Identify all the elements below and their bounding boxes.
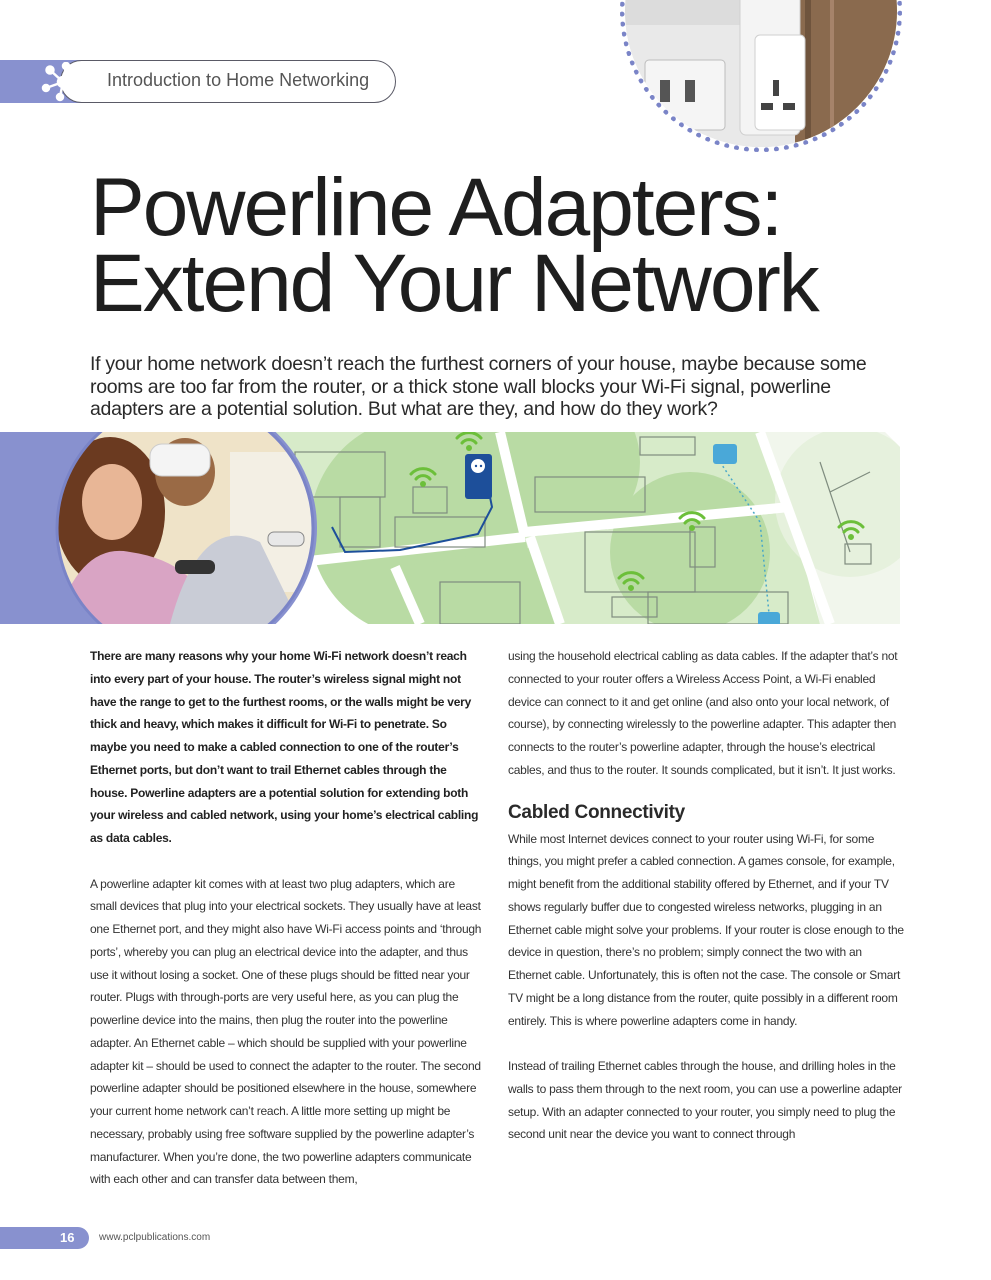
network-icon (38, 62, 88, 102)
article-column-left (90, 645, 482, 1214)
footer-url[interactable]: www.pclpublications.com (99, 1232, 211, 1243)
section-tab (0, 60, 396, 103)
floor-plan (270, 432, 925, 624)
page-number-badge (0, 1227, 89, 1249)
page-title (90, 162, 818, 329)
intro-paragraph: There are many reasons why your home Wi-Fi network doesn’t reach into every part of your house. The router’s wireless signal might not have the range to get to the furthest rooms, or the walls might be very thick and heavy, which makes it difficult for Wi-Fi to penetrate. So maybe you need to make a cabled connection to one of the router’s Ethernet ports, but don’t want to trail Ethernet cables through the house. Powerline adapters are a potential solution for extending both your wireless and cabled network, using your home’s electrical cabling as data cables. (90, 649, 479, 845)
powerline-adapter-photo (620, 0, 902, 152)
powerline-adapter-icon (465, 454, 492, 499)
powerline-adapter-illustration (625, 0, 902, 152)
gaming-photo (50, 432, 330, 624)
title-line-1: Powerline Adapters: (90, 162, 782, 253)
body-paragraph: A powerline adapter kit comes with at least two plug adapters, which are small devices that plug into your electrical sockets. They usually have at least one Ethernet port, and they might also have Wi-Fi access points and ‘through ports’, whereby you can plug an electrical device into the adapter, and thus use it without losing a socket. One of these plugs should be fitted near your router. Plugs with through-ports are very useful here, as you can plug the powerline device into the mains, then plug the router into the powerline adapter. An Ethernet cable – which should be supplied with your powerline adapter kit – should be used to connect the adapter to the router. The second powerline adapter should be positioned elsewhere in the house, somewhere your current home network can’t reach. A little more setting up might be necessary, probably using free software supplied by the powerline adapter’s manufacturer. When you’re done, the two powerline adapters communicate with each other and can transfer data between them, (90, 876, 482, 1187)
banner-illustration (0, 432, 991, 624)
page-footer (0, 1227, 300, 1249)
body-paragraph: using the household electrical cabling as data cables. If the adapter that’s not connected to your router offers a Wireless Access Point, a Wi-Fi enabled device can connect to it and get online (and also onto your local network, of course), by connecting wirelessly to the powerline adapter. This adapter then connects to the router’s powerline adapter, through the house’s electrical cables, and thus to the router. It sounds complicated, but it isn’t. It just works. (508, 649, 898, 777)
article-column-right (508, 645, 906, 1169)
subheading: Cabled Connectivity (508, 801, 685, 823)
page-number: 16 (60, 1230, 75, 1245)
title-line-2: Extend Your Network (90, 238, 818, 329)
section-label: Introduction to Home Networking (107, 70, 370, 90)
standfirst: If your home network doesn’t reach the furthest corners of your house, maybe because some rooms are too far from the router, or a thick stone wall blocks your Wi-Fi signal, powerline adapters are a potential solution. But what are they, and how do they work? (90, 353, 867, 420)
body-paragraph: While most Internet devices connect to your router using Wi-Fi, for some things, you might prefer a cabled connection. A games console, for example, might benefit from the additional stability offered by Ethernet, and if your TV shows regularly buffer due to congested wireless networks, plugging in an Ethernet cable might solve your problems. If your router is close enough to the device in question, there’s no problem; simply connect the two with an Ethernet cable. Unfortunately, this is often not the case. The console or Smart TV might be a long distance from the router, quite possibly in a different room entirely. This is where powerline adapters come in handy. (508, 831, 904, 1028)
body-paragraph: Instead of trailing Ethernet cables through the house, and drilling holes in the walls to pass them through to the next room, you can use a powerline adapter setup. With an adapter connected to your router, you simply need to plug the second unit near the device you want to connect through (508, 1059, 902, 1142)
